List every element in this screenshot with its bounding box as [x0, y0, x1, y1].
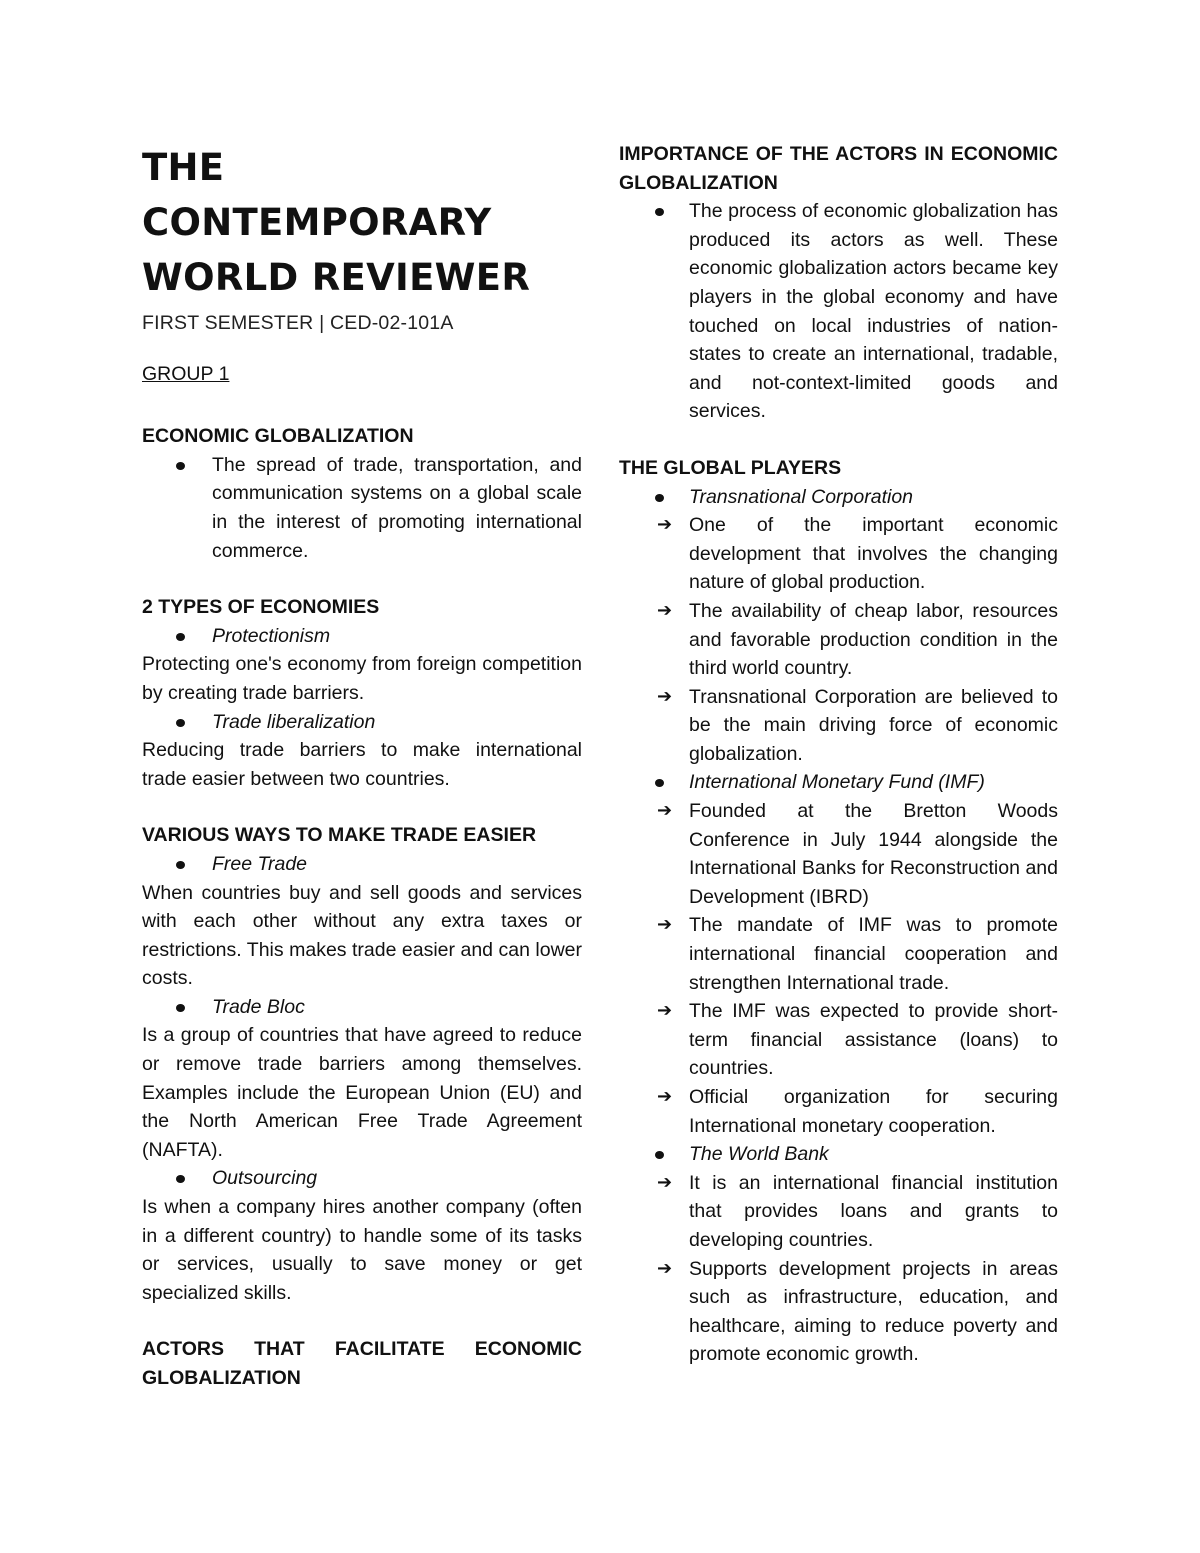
arrow-point — [619, 1083, 1058, 1140]
section-heading: ECONOMIC GLOBALIZATION — [142, 425, 414, 448]
bullet-text: The process of economic globalization has produced its actors as well. These economic globalization actors became key players in the global economy and have touched on local industries of nation-states to create an international, tradable, and not-context-limited goods and services. — [689, 200, 1058, 423]
right-arrow-bullet-icon: ➔ — [657, 1171, 673, 1193]
point-text: The availability of cheap labor, resources and favorable production condition in the third world country. — [689, 599, 1058, 680]
right-arrow-bullet-icon: ➔ — [657, 514, 673, 536]
point-text: Founded at the Bretton Woods Conference in July 1944 alongside the International Banks for Reconstruction and Development (IBRD) — [689, 800, 1058, 908]
bullet-item — [619, 1140, 1058, 1169]
filled-circle-bullet-icon — [655, 779, 664, 787]
section-heading: 2 TYPES OF ECONOMIES — [142, 596, 380, 619]
point-text: Transnational Corporation are believed to be the main driving force of economic globalization. — [689, 685, 1058, 765]
filled-circle-bullet-icon — [655, 208, 664, 216]
arrow-point — [619, 1255, 1058, 1369]
term-label: Trade Bloc — [212, 995, 305, 1018]
arrow-point — [619, 683, 1058, 769]
point-text: The mandate of IMF was to promote international financial cooperation and strengthen International trade. — [689, 914, 1058, 994]
term-description: Is when a company hires another company (often in a different country) to handle some of its tasks or services, usually to save money or get specialized skills. — [142, 1196, 582, 1304]
point-text: Official organization for securing International monetary cooperation. — [689, 1086, 1058, 1137]
filled-circle-bullet-icon — [655, 494, 664, 502]
point-text: It is an international financial institution that provides loans and grants to developing countries. — [689, 1171, 1058, 1251]
bullet-item — [619, 768, 1058, 797]
section-heading: VARIOUS WAYS TO MAKE TRADE EASIER — [142, 824, 537, 847]
term-label: Outsourcing — [212, 1167, 318, 1190]
section-heading: IMPORTANCE OF THE ACTORS IN ECONOMIC GLOBALIZATION — [619, 143, 1058, 194]
filled-circle-bullet-icon — [176, 1175, 185, 1183]
term-description: Protecting one's economy from foreign competition by creating trade barriers. — [142, 653, 582, 704]
title-line: THE — [142, 146, 225, 189]
title-line: CONTEMPORARY — [142, 201, 492, 244]
title-line: WORLD REVIEWER — [142, 256, 531, 299]
point-text: The IMF was expected to provide short-term financial assistance (loans) to countries. — [689, 1000, 1058, 1080]
point-text: Supports development projects in areas such as infrastructure, education, and healthcare, aiming to reduce poverty and promote economic growth. — [689, 1257, 1058, 1366]
arrow-point — [619, 597, 1058, 683]
right-arrow-bullet-icon: ➔ — [657, 1000, 673, 1022]
right-arrow-bullet-icon: ➔ — [657, 914, 673, 936]
section-heading: THE GLOBAL PLAYERS — [619, 456, 842, 479]
bullet-item — [142, 850, 582, 879]
document-title — [142, 140, 582, 305]
right-arrow-bullet-icon: ➔ — [657, 685, 673, 707]
arrow-point — [619, 511, 1058, 597]
filled-circle-bullet-icon — [176, 633, 185, 641]
bullet-item — [619, 197, 1058, 426]
filled-circle-bullet-icon — [176, 462, 185, 470]
right-arrow-bullet-icon: ➔ — [657, 599, 673, 621]
arrow-point — [619, 997, 1058, 1083]
right-column — [619, 140, 1058, 1369]
right-arrow-bullet-icon: ➔ — [657, 1257, 673, 1279]
section-heading: ACTORS THAT FACILITATE ECONOMIC GLOBALIZATION — [142, 1338, 582, 1389]
filled-circle-bullet-icon — [655, 1151, 664, 1159]
right-arrow-bullet-icon: ➔ — [657, 1086, 673, 1107]
bullet-item — [142, 622, 582, 651]
term-label: Free Trade — [212, 852, 308, 875]
filled-circle-bullet-icon — [176, 1004, 185, 1012]
player-name: The World Bank — [689, 1143, 829, 1166]
left-column — [142, 140, 582, 1393]
bullet-item — [142, 993, 582, 1022]
term-description: When countries buy and sell goods and services with each other without any extra taxes or restrictions. This makes trade easier and can lower costs. — [142, 881, 582, 990]
bullet-item — [142, 1164, 582, 1193]
term-description: Reducing trade barriers to make international trade easier between two countries. — [142, 739, 582, 790]
arrow-point — [619, 1169, 1058, 1255]
filled-circle-bullet-icon — [176, 719, 185, 727]
term-label: Protectionism — [212, 624, 331, 647]
term-description: Is a group of countries that have agreed to reduce or remove trade barriers among themselves. Examples include the European Union (EU) and the North American Free Trade Agreement (NAFTA). — [142, 1024, 582, 1161]
point-text: One of the important economic development that involves the changing nature of global production. — [689, 514, 1058, 594]
term-label: Trade liberalization — [212, 710, 376, 733]
player-name: International Monetary Fund (IMF) — [689, 771, 985, 794]
bullet-text: The spread of trade, transportation, and communication systems on a global scale in the interest of promoting international commerce. — [212, 453, 582, 562]
bullet-item — [142, 708, 582, 737]
arrow-point — [619, 797, 1058, 911]
player-name: Transnational Corporation — [689, 485, 914, 508]
filled-circle-bullet-icon — [176, 861, 185, 869]
document-subtitle: FIRST SEMESTER | CED-02-101A — [142, 312, 454, 334]
group-label: GROUP 1 — [142, 362, 230, 385]
bullet-item — [619, 483, 1058, 512]
bullet-item — [142, 451, 582, 565]
right-arrow-bullet-icon: ➔ — [657, 800, 673, 822]
arrow-point — [619, 911, 1058, 997]
